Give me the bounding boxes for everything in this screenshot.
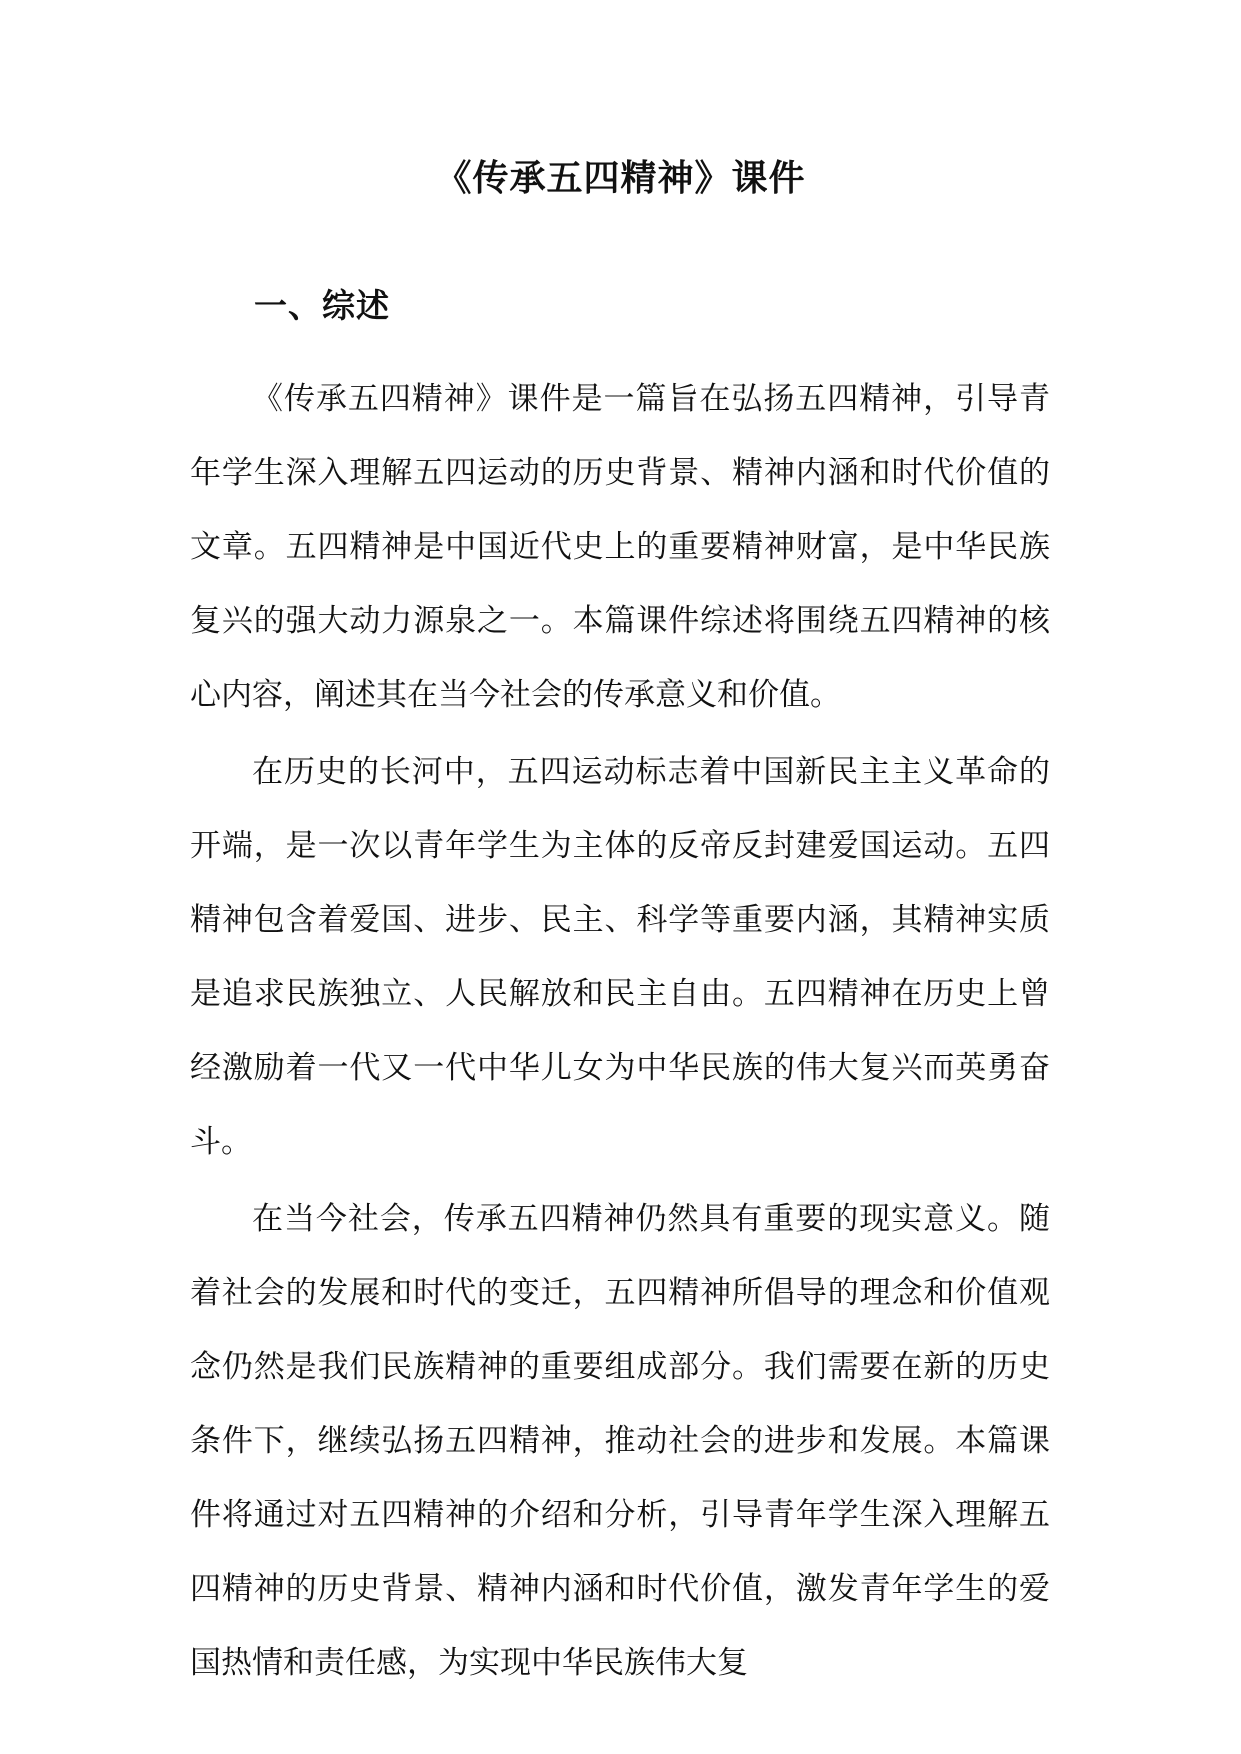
paragraph-2: 在历史的长河中，五四运动标志着中国新民主主义革命的开端，是一次以青年学生为主体的反帝反封建爱国运动。五四精神包含着爱国、进步、民主、科学等重要内涵，其精神实质是追求民族独立、人民解放和民主自由。五四精神在历史上曾经激励着一代又一代中华儿女为中华民族的伟大复兴而英勇奋斗。 [190,754,1050,1160]
paragraph-1: 《传承五四精神》课件是一篇旨在弘扬五四精神，引导青年学生深入理解五四运动的历史背景、精神内涵和时代价值的文章。五四精神是中国近代史上的重要精神财富，是中华民族复兴的强大动力源泉之一。本篇课件综述将围绕五四精神的核心内容，阐述其在当今社会的传承意义和价值。 [190,381,1050,713]
document-title: 《传承五四精神》课件 [435,157,806,199]
section-heading-overview: 一、综述 [254,286,390,325]
body-text [190,362,1050,1703]
paragraph-3: 在当今社会，传承五四精神仍然具有重要的现实意义。随着社会的发展和时代的变迁，五四精神所倡导的理念和价值观念仍然是我们民族精神的重要组成部分。我们需要在新的历史条件下，继续弘扬五四精神，推动社会的进步和发展。本篇课件将通过对五四精神的介绍和分析，引导青年学生深入理解五四精神的历史背景、精神内涵和时代价值，激发青年学生的爱国热情和责任感，为实现中华民族伟大复 [190,1201,1050,1681]
